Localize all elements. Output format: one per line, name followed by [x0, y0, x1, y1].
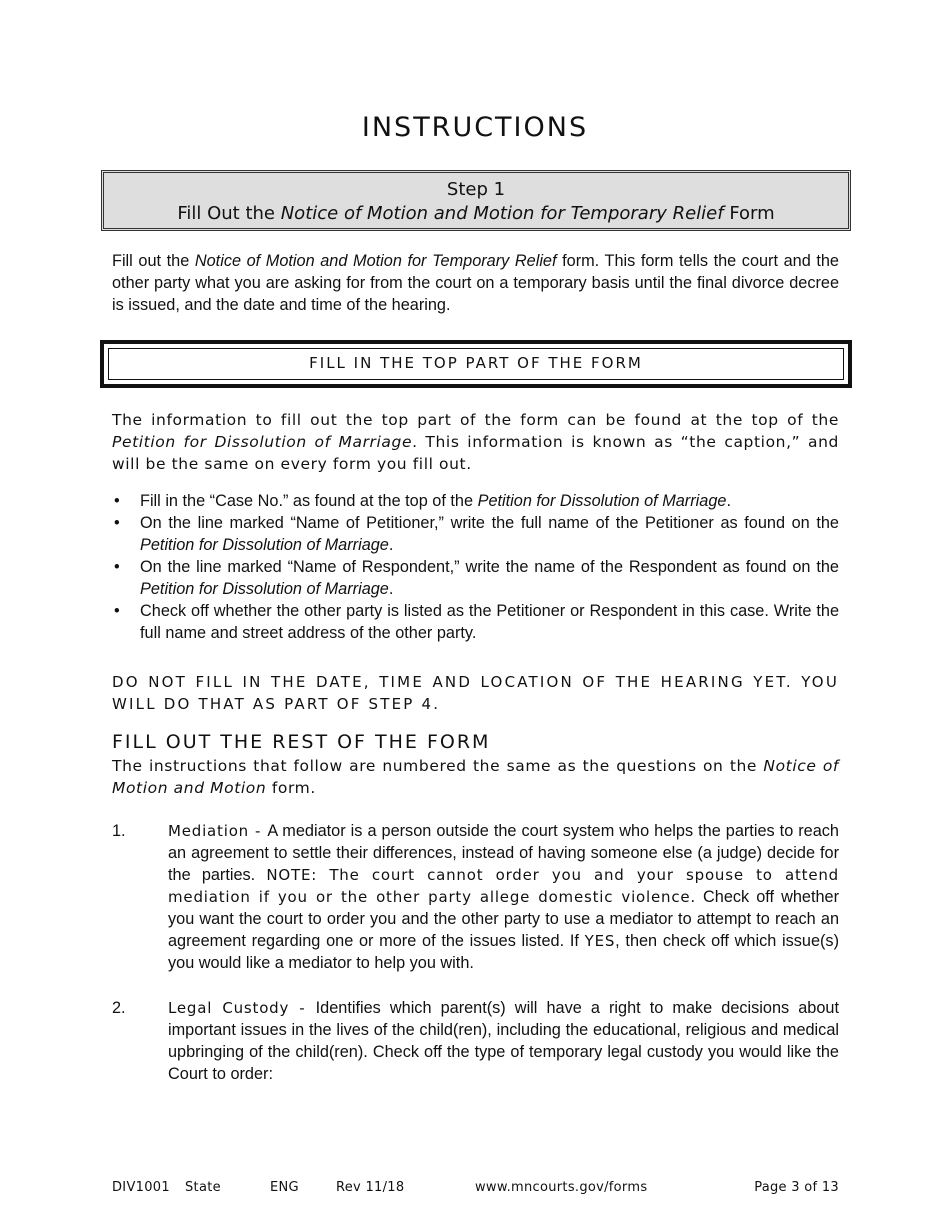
footer-state: State	[185, 1180, 221, 1195]
item-label: Legal Custody -	[168, 999, 316, 1017]
footer-revision: Rev 11/18	[336, 1180, 405, 1195]
caption-paragraph: The information to fill out the top part of the form can be found at the top of the Petition for Dissolution of Marriage. This information is known as “the caption,” and will be the same on every form you fill out.	[112, 411, 839, 473]
rest-intro-paragraph: The instructions that follow are numbered the same as the questions on the Notice of Motion and Motion form.	[112, 757, 839, 797]
step-title: Fill Out the Notice of Motion and Motion for Temporary Relief Form	[177, 203, 775, 224]
item-note: NOTE: The court cannot order you and your spouse to attend mediation if you or the other party allege domestic violence.	[168, 866, 839, 906]
section-top-box	[100, 340, 852, 388]
item-label: Mediation -	[168, 822, 268, 840]
list-item: • Check off whether the other party is listed as the Petitioner or Respondent in this case. Write the full name and street address of the other party.	[114, 602, 839, 642]
bullet-list	[112, 490, 839, 644]
footer-form-id: DIV1001	[112, 1180, 170, 1195]
item-number: 1.	[112, 822, 126, 840]
list-item: • On the line marked “Name of Respondent,” write the name of the Respondent as found on the Petition for Dissolution of Marriage.	[114, 558, 839, 598]
footer-page-number: Page 3 of 13	[754, 1180, 839, 1195]
list-item: • On the line marked “Name of Petitioner,” write the full name of the Petitioner as found on the Petition for Dissolution of Marriage.	[114, 514, 839, 554]
footer-language: ENG	[270, 1180, 299, 1195]
step-header-box	[101, 170, 851, 231]
intro-paragraph: Fill out the Notice of Motion and Motion for Temporary Relief form. This form tells the court and the other party what you are asking for from the court on a temporary basis until the final divorce decree is issued, and the date and time of the hearing.	[112, 252, 839, 314]
numbered-item-legal-custody: 2. Legal Custody - Identifies which parent(s) will have a right to make decisions about important issues in the lives of the child(ren), including the educational, religious and medical upbringing of the child(ren). Check off the type of temporary legal custody you would like the Court to order:	[112, 999, 839, 1083]
item-number: 2.	[112, 999, 126, 1017]
list-item: • Fill in the “Case No.” as found at the top of the Petition for Dissolution of Marriage.	[114, 492, 731, 510]
footer-url[interactable]: www.mncourts.gov/forms	[475, 1180, 648, 1195]
numbered-item-mediation: 1. Mediation - A mediator is a person outside the court system who helps the parties to reach an agreement to settle their differences, instead of having someone else (a judge) decide for the parties. NOTE: The court cannot order you and your spouse to attend mediation if you or the other party allege domestic violence. Check off whether you want the court to order you and the other party to use a mediator to attempt to reach an agreement regarding one or more of the issues listed. If YES, then check off which issue(s) you would like a mediator to help you with.	[112, 822, 840, 972]
notice-caps: DO NOT FILL IN THE DATE, TIME AND LOCATION OF THE HEARING YET. YOU WILL DO THAT AS PART OF STEP 4.	[112, 673, 839, 713]
section-rest-heading: FILL OUT THE REST OF THE FORM	[112, 731, 491, 753]
page-title: INSTRUCTIONS	[361, 112, 589, 143]
section-top-heading: FILL IN THE TOP PART OF THE FORM	[108, 348, 844, 380]
step-number: Step 1	[446, 179, 506, 200]
